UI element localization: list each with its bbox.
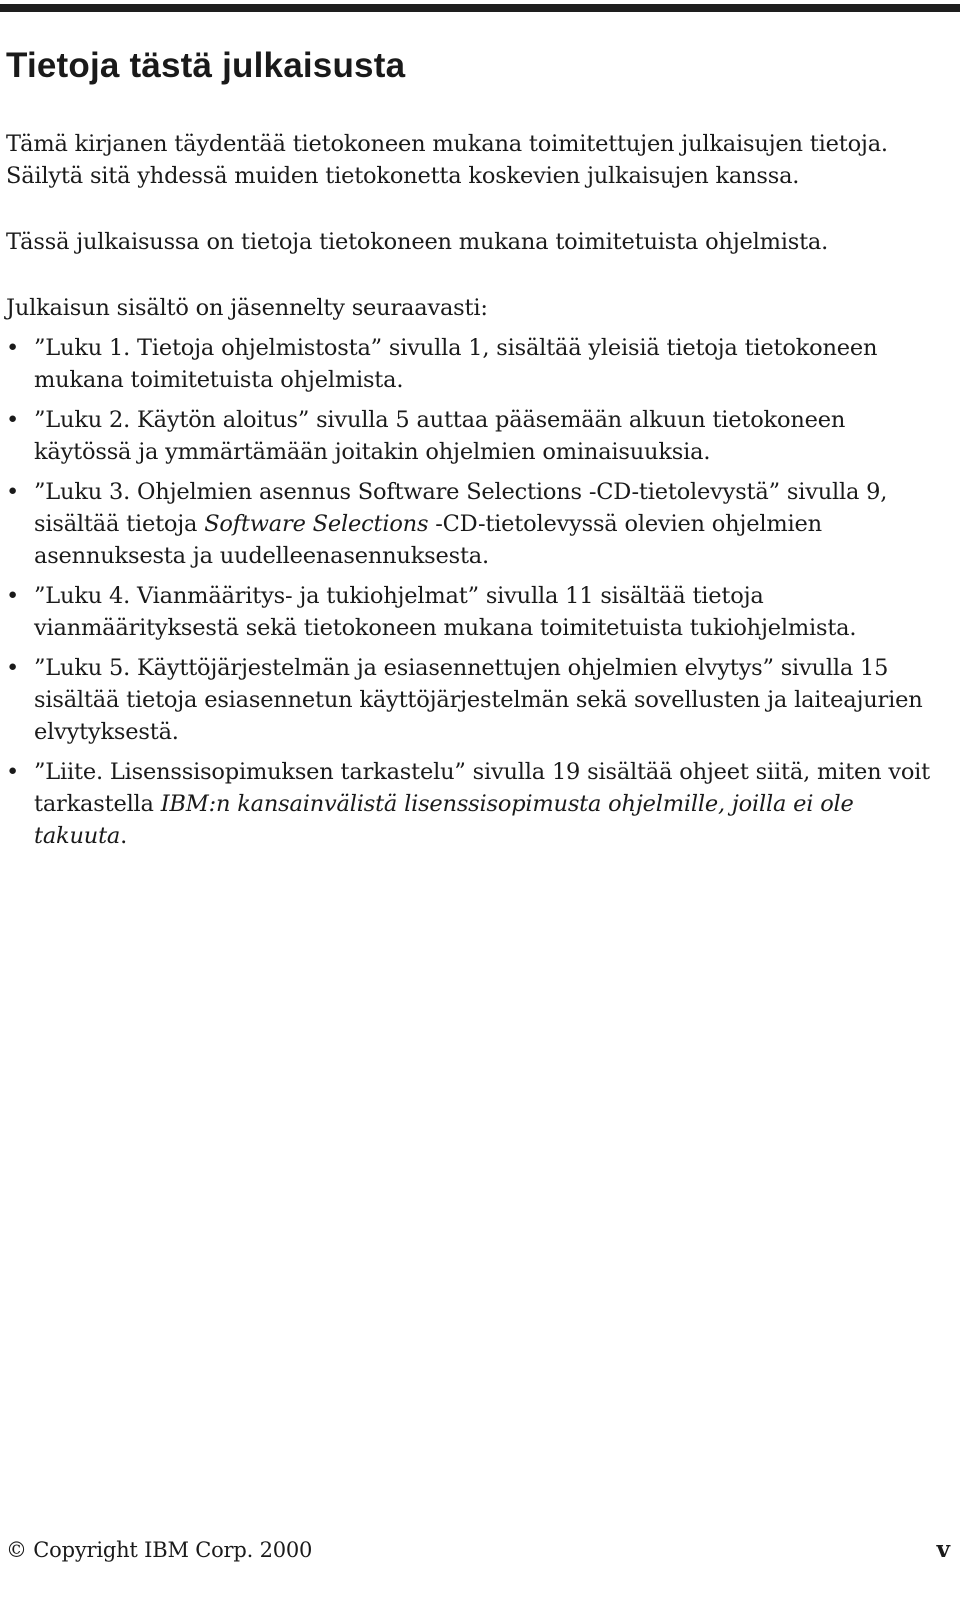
bullet-icon: • xyxy=(6,759,20,785)
list-item-text-end: -CD-tietolevyssä olevien ohjelmien asennuksesta ja uudelleenasennuksesta. xyxy=(34,511,822,569)
page-number: v xyxy=(936,1536,950,1563)
list-item-text: ”Luku 4. Vianmääritys- ja tukiohjelmat” sivulla 11 sisältää tietoja vianmäärityksestä sekä tietokoneen mukana toimitetuista tukiohjelmista. xyxy=(34,583,857,641)
list-item xyxy=(6,756,946,852)
intro-paragraph: Tämä kirjanen täydentää tietokoneen mukana toimitettujen julkaisujen tietoja. Säilytä sitä yhdessä muiden tietokonetta koskevien julkaisujen kanssa. xyxy=(6,131,888,189)
list-item-italic: Software Selections xyxy=(204,511,429,537)
bullet-icon: • xyxy=(6,583,20,609)
list-item xyxy=(6,404,946,468)
list-item xyxy=(6,476,946,572)
structure-paragraph: Julkaisun sisältö on jäsennelty seuraavasti: xyxy=(6,295,488,321)
list-item-italic: IBM:n kansainvälistä lisenssisopimusta ohjelmille, joilla ei ole takuuta xyxy=(34,791,854,849)
top-rule xyxy=(0,4,960,12)
bullet-icon: • xyxy=(6,655,20,681)
page-content xyxy=(6,128,946,860)
bullet-icon: • xyxy=(6,479,20,505)
copyright-notice: © Copyright IBM Corp. 2000 xyxy=(6,1538,313,1562)
bullet-icon: • xyxy=(6,335,20,361)
list-item-text: ”Luku 2. Käytön aloitus” sivulla 5 auttaa pääsemään alkuun tietokoneen käytössä ja ymmärtämään joitakin ohjelmien ominaisuuksia. xyxy=(34,407,846,465)
chapter-list xyxy=(6,332,946,852)
page-title: Tietoja tästä julkaisusta xyxy=(6,46,406,85)
list-item-text: ”Luku 1. Tietoja ohjelmistosta” sivulla 1, sisältää yleisiä tietoja tietokoneen mukana toimitetuista ohjelmista. xyxy=(34,335,878,393)
list-item xyxy=(6,652,946,748)
programs-paragraph: Tässä julkaisussa on tietoja tietokoneen mukana toimitetuista ohjelmista. xyxy=(6,229,829,255)
list-item xyxy=(6,332,946,396)
list-item-text-end: . xyxy=(120,823,128,849)
list-item-text: ”Liite. Lisenssisopimuksen tarkastelu” sivulla 19 sisältää ohjeet siitä, miten voit tarkastella xyxy=(34,759,931,817)
list-item xyxy=(6,580,946,644)
list-item-text: ”Luku 5. Käyttöjärjestelmän ja esiasennettujen ohjelmien elvytys” sivulla 15 sisältää tietoja esiasennetun käyttöjärjestelmän sekä sovellusten ja laiteajurien elvytyksestä. xyxy=(34,655,923,745)
list-item-text: ”Luku 3. Ohjelmien asennus Software Selections -CD-tietolevystä” sivulla 9, sisältää tietoja xyxy=(34,479,888,537)
bullet-icon: • xyxy=(6,407,20,433)
